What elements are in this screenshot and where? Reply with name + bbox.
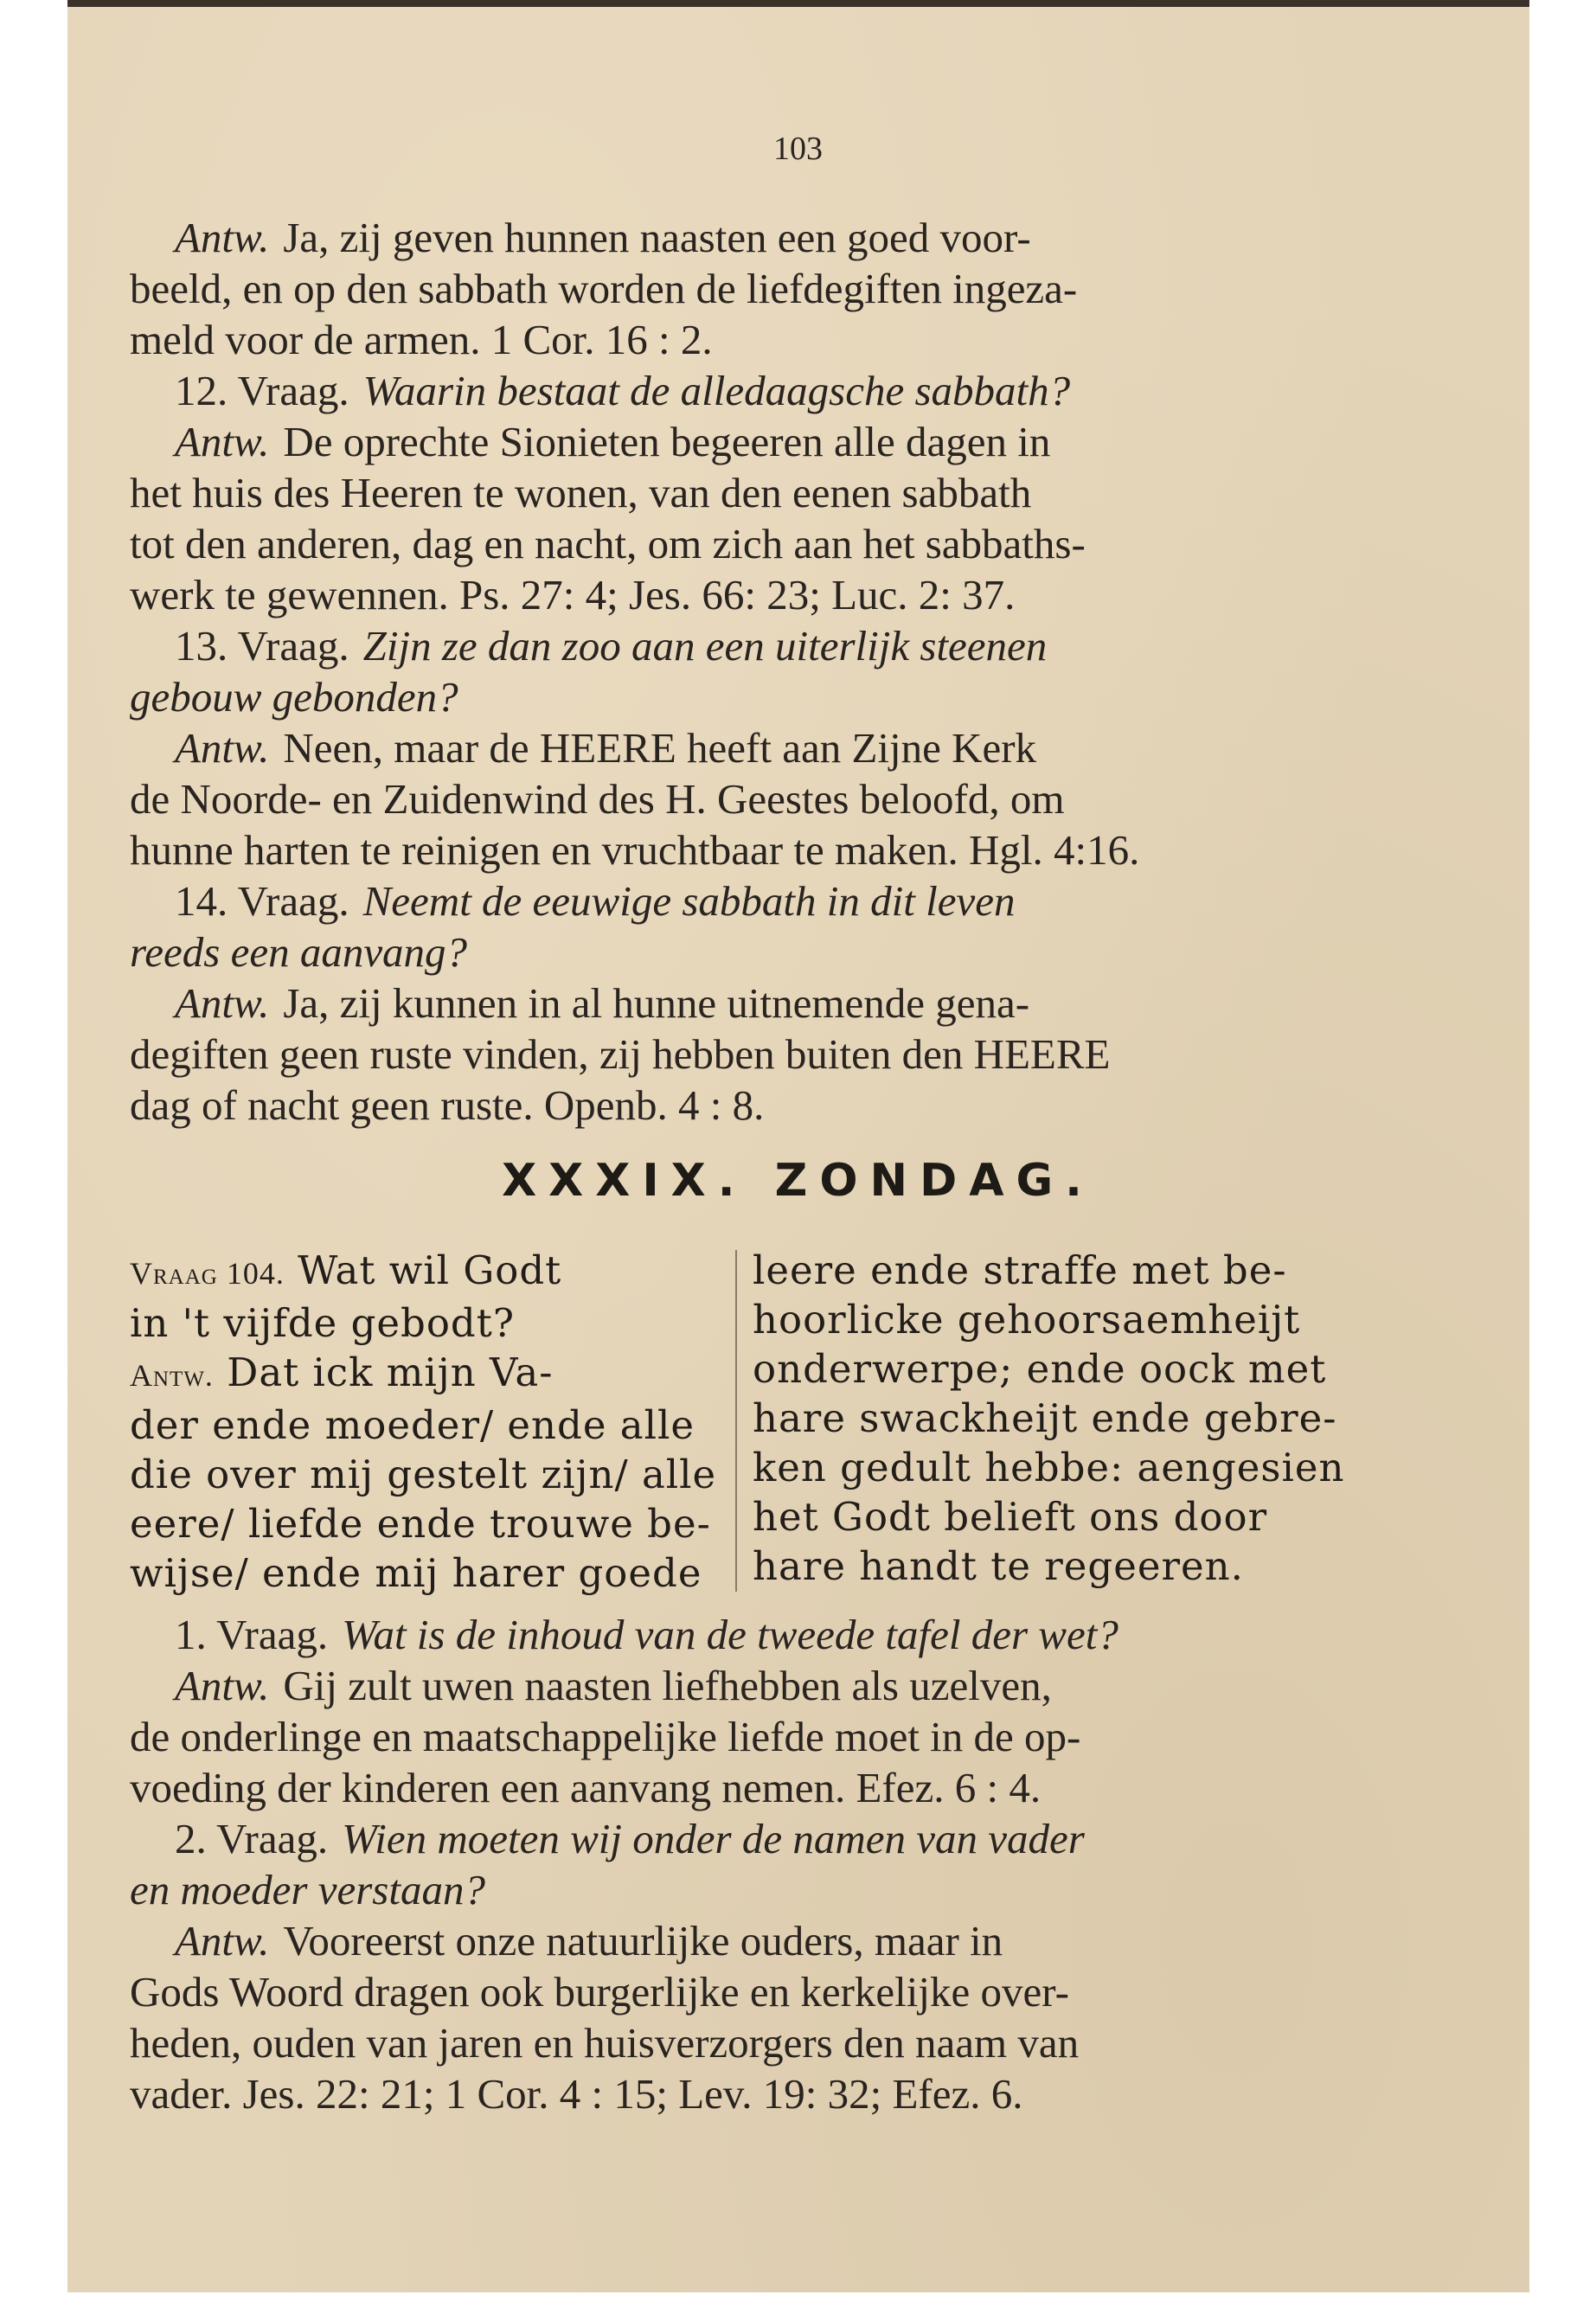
line-text: en moeder verstaan?: [130, 1866, 485, 1913]
column-divider: [735, 1250, 737, 1592]
text-line: [130, 875, 1367, 926]
line-text: het huis des Heeren te wonen, van den eenen sabbath: [130, 469, 1032, 516]
text-line: [130, 1864, 1367, 1915]
line-text: De oprechte Sionieten begeeren alle dagen in: [283, 418, 1051, 465]
line-text: heden, ouden van jaren en huisverzorgers den naam van: [130, 2019, 1080, 2067]
line-text: voeding der kinderen een aanvang nemen. Efez. 6 : 4.: [130, 1764, 1042, 1811]
answer-label: Antw.: [175, 1662, 270, 1709]
line-text: degiften geen ruste vinden, zij hebben buiten den HEERE: [130, 1030, 1111, 1078]
line-text: vader. Jes. 22: 21; 1 Cor. 4 : 15; Lev. 19: 32; Efez. 6.: [130, 2070, 1023, 2118]
catechism-answer-line: [130, 1348, 718, 1400]
line-text: Ja, zij kunnen in al hunne uitnemende gena-: [283, 979, 1030, 1027]
text-line: [130, 1966, 1367, 2017]
answer-label: Antw.: [175, 979, 270, 1027]
line-text: meld voor de armen. 1 Cor. 16 : 2.: [130, 316, 713, 363]
line-text: Gij zult uwen naasten liefhebben als uzelven,: [283, 1662, 1052, 1709]
text-line: [130, 1029, 1367, 1080]
text-line: [130, 2068, 1367, 2119]
scan-margin: [0, 0, 67, 2301]
catechism-column-right: [753, 1246, 1358, 1591]
text-line: [130, 1080, 1367, 1131]
catechism-question-line-2: in 't vijfde gebodt?: [130, 1300, 515, 1346]
text-line: [130, 671, 1367, 722]
body-text-bottom: [130, 1609, 1367, 2119]
question-label: 2. Vraag.: [175, 1815, 329, 1862]
line-text: Gods Woord dragen ook burgerlijke en kerkelijke over-: [130, 1968, 1069, 2016]
text-line: [130, 263, 1367, 314]
text-line: [130, 1711, 1367, 1762]
section-heading: XXXIX. ZONDAG.: [502, 1155, 1094, 1207]
question-text: Wat is de inhoud van de tweede tafel der wet?: [342, 1611, 1118, 1658]
line-text: Vooreerst onze natuurlijke ouders, maar in: [283, 1917, 1003, 1965]
answer-label: Antw.: [175, 1917, 270, 1965]
question-label: Vraag 104.: [130, 1256, 285, 1291]
line-text: de Noorde- en Zuidenwind des H. Geestes beloofd, om: [130, 775, 1065, 823]
line-text: gebouw gebonden?: [130, 673, 458, 721]
line-text: hunne harten te reinigen en vruchtbaar te maken. Hgl. 4:16.: [130, 826, 1140, 874]
question-text: Wien moeten wij onder de namen van vader: [342, 1815, 1085, 1862]
text-line: [130, 518, 1367, 569]
text-line: [130, 569, 1367, 620]
line-text: Neen, maar de HEERE heeft aan Zijne Kerk: [283, 724, 1037, 772]
catechism-column-left: [130, 1246, 718, 1598]
text-line: [130, 1915, 1367, 1966]
catechism-right-line: hare swackheijt ende gebre-: [753, 1395, 1337, 1441]
line-text: reeds een aanvang?: [130, 928, 468, 976]
catechism-right-line: hoorlicke gehoorsaemheijt: [753, 1297, 1301, 1343]
answer-label: Antw.: [175, 214, 270, 261]
text-line: [130, 1813, 1367, 1864]
answer-label: Antw.: [175, 418, 270, 465]
catechism-left-line: wijse/ ende mij harer goede: [130, 1550, 702, 1596]
page-top-edge: [67, 0, 1529, 7]
catechism-left-line: eere/ liefde ende trouwe be-: [130, 1501, 711, 1547]
text-line: [130, 722, 1367, 773]
catechism-right-line: hare handt te regeeren.: [753, 1543, 1244, 1589]
line-text: beeld, en op den sabbath worden de liefdegiften ingeza-: [130, 265, 1078, 312]
body-text-top: [130, 212, 1367, 1131]
line-text: de onderlinge en maatschappelijke liefde moet in de op-: [130, 1713, 1081, 1760]
catechism-right-line: onderwerpe; ende oock met: [753, 1346, 1327, 1392]
text-line: [130, 365, 1367, 416]
catechism-right-line: het Godt belieft ons door: [753, 1494, 1268, 1540]
question-text: Neemt de eeuwige sabbath in dit leven: [362, 877, 1016, 925]
answer-text: Dat ick mijn Va-: [227, 1349, 554, 1395]
text-line: [130, 1762, 1367, 1813]
text-line: [130, 1609, 1367, 1660]
catechism-left-line: die over mij gestelt zijn/ alle: [130, 1452, 717, 1497]
line-text: werk te gewennen. Ps. 27: 4; Jes. 66: 23; Luc. 2: 37.: [130, 571, 1016, 619]
text-line: [130, 416, 1367, 467]
answer-label: Antw.: [175, 724, 270, 772]
catechism-left-line: der ende moeder/ ende alle: [130, 1402, 695, 1448]
catechism-right-line: leere ende straffe met be-: [753, 1247, 1287, 1293]
question-text: Wat wil Godt: [298, 1247, 562, 1293]
text-line: [130, 926, 1367, 977]
text-line: [130, 314, 1367, 365]
text-line: [130, 2017, 1367, 2068]
text-line: [130, 1660, 1367, 1711]
line-text: tot den anderen, dag en nacht, om zich aan het sabbaths-: [130, 520, 1086, 567]
text-line: [130, 773, 1367, 824]
answer-label: Antw.: [130, 1358, 214, 1393]
question-text: Waarin bestaat de alledaagsche sabbath?: [362, 367, 1071, 414]
page-number: 103: [773, 131, 823, 167]
text-line: [130, 620, 1367, 671]
question-label: 1. Vraag.: [175, 1611, 329, 1658]
catechism-question-line: [130, 1246, 718, 1298]
text-line: [130, 977, 1367, 1029]
question-label: 14. Vraag.: [175, 877, 349, 925]
catechism-right-line: ken gedult hebbe: aengesien: [753, 1445, 1345, 1490]
text-line: [130, 824, 1367, 875]
text-line: [130, 212, 1367, 263]
question-label: 12. Vraag.: [175, 367, 349, 414]
question-text: Zijn ze dan zoo aan een uiterlijk steenen: [362, 622, 1048, 670]
text-line: [130, 467, 1367, 518]
question-label: 13. Vraag.: [175, 622, 349, 670]
line-text: dag of nacht geen ruste. Openb. 4 : 8.: [130, 1081, 765, 1129]
line-text: Ja, zij geven hunnen naasten een goed voor-: [283, 214, 1031, 261]
